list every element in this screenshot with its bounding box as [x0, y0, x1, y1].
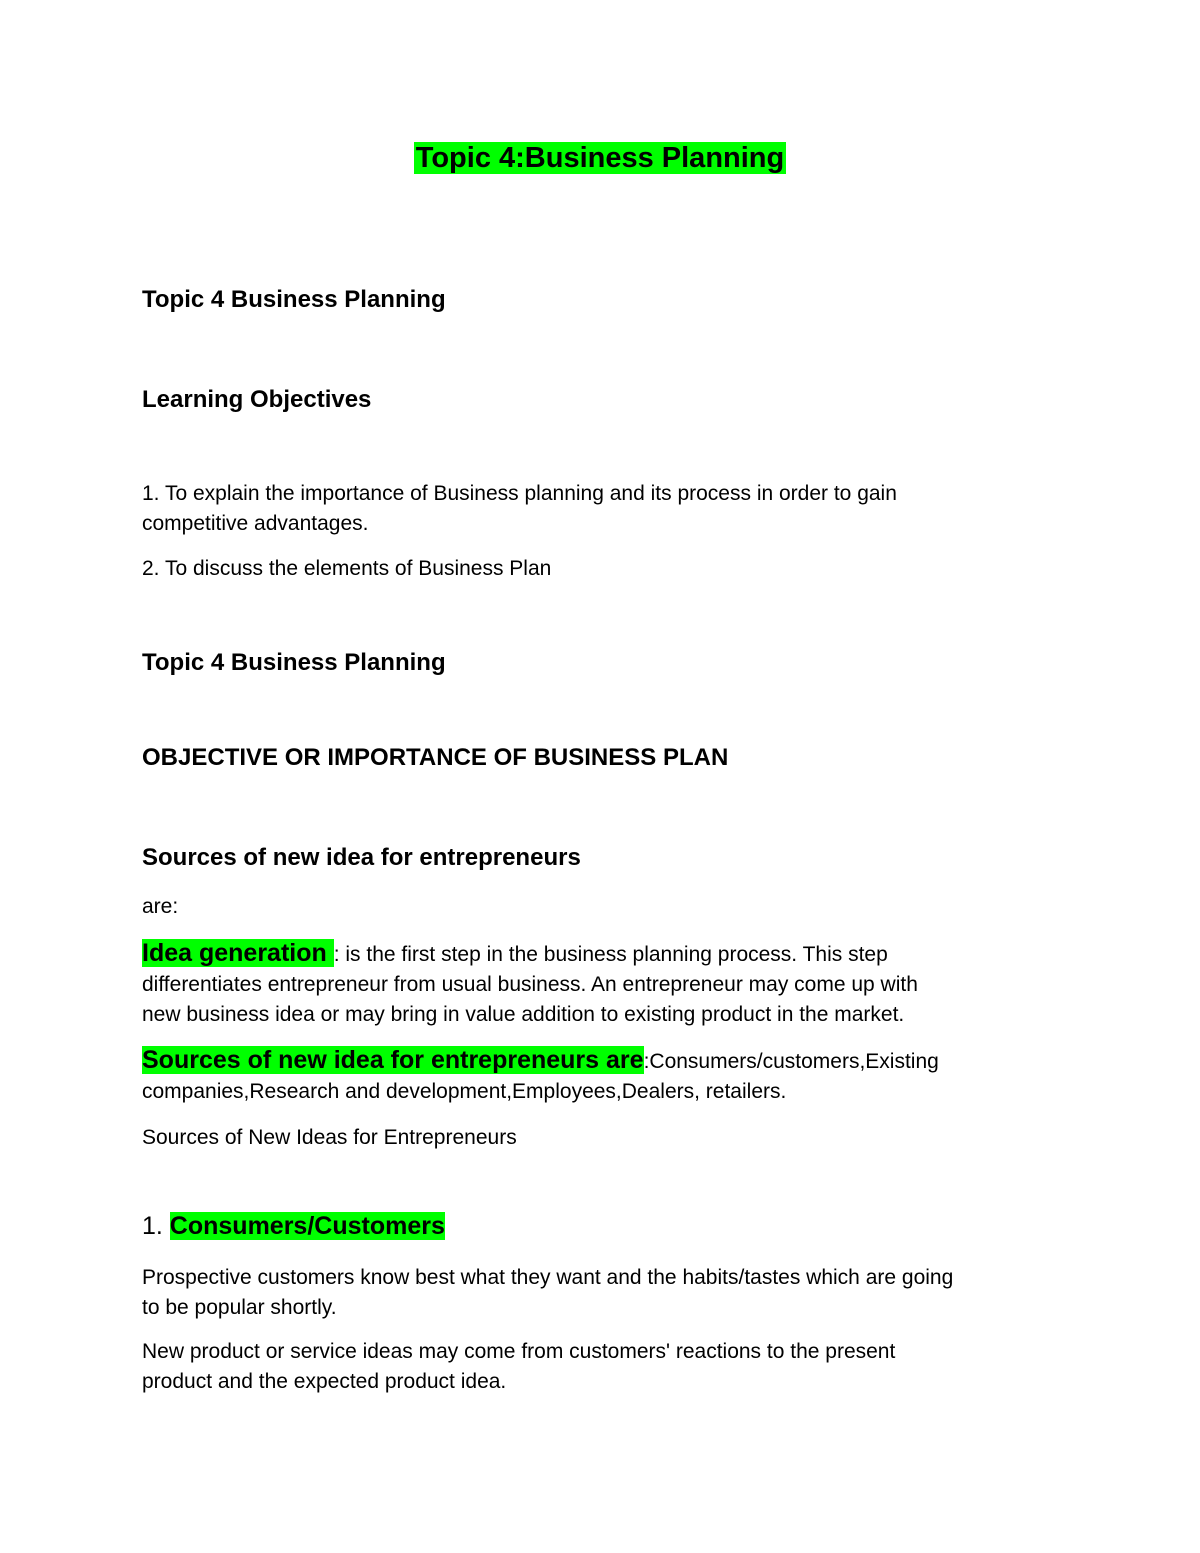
- consumers-para-2-line-1: New product or service ideas may come from customers' reactions to the present: [142, 1340, 896, 1363]
- importance-heading: OBJECTIVE OR IMPORTANCE OF BUSINESS PLAN: [142, 744, 729, 771]
- idea-generation-line-1: [142, 938, 918, 970]
- objective-item-1: [142, 479, 897, 539]
- sources-list-line-2: companies,Research and development,Employees,Dealers, retailers.: [142, 1080, 787, 1103]
- idea-generation-line-2: differentiates entrepreneur from usual business. An entrepreneur may come up with: [142, 973, 918, 996]
- consumers-paragraph-2: [142, 1337, 895, 1397]
- consumers-para-1-line-2: to be popular shortly.: [142, 1296, 337, 1319]
- sources-heading: Sources of new idea for entrepreneurs: [142, 844, 581, 871]
- consumers-para-1-line-1: Prospective customers know best what they want and the habits/tastes which are going: [142, 1266, 954, 1289]
- objective-item-2: 2. To discuss the elements of Business Plan: [142, 557, 552, 580]
- learning-objectives-heading: Learning Objectives: [142, 386, 372, 413]
- objective-1-line-1: 1. To explain the importance of Business planning and its process in order to gain: [142, 482, 897, 505]
- idea-generation-term: Idea generation: [142, 939, 334, 967]
- consumers-heading-label: Consumers/Customers: [169, 1212, 445, 1240]
- consumers-heading-number: 1.: [142, 1212, 170, 1240]
- topic-heading-1: Topic 4 Business Planning: [142, 286, 446, 313]
- title-highlight: Topic 4:Business Planning: [415, 142, 785, 174]
- sources-list-text-1: :Consumers/customers,Existing: [643, 1050, 939, 1073]
- sources-caption: Sources of New Ideas for Entrepreneurs: [142, 1126, 517, 1149]
- document-title: [0, 142, 1200, 175]
- are-text: are:: [142, 895, 179, 918]
- sources-list-line-1: [142, 1045, 939, 1077]
- sources-list-paragraph: [142, 1045, 939, 1107]
- idea-generation-paragraph: [142, 938, 918, 1030]
- sources-list-term: Sources of new idea for entrepreneurs are: [142, 1046, 644, 1074]
- objective-1-line-2: competitive advantages.: [142, 512, 369, 535]
- idea-generation-line-3: new business idea or may bring in value addition to existing product in the market.: [142, 1003, 905, 1026]
- consumers-para-2-line-2: product and the expected product idea.: [142, 1370, 507, 1393]
- consumers-heading: [142, 1212, 445, 1241]
- topic-heading-2: Topic 4 Business Planning: [142, 649, 446, 676]
- consumers-paragraph-1: [142, 1263, 953, 1323]
- idea-generation-text-1: : is the first step in the business planning process. This step: [333, 943, 888, 966]
